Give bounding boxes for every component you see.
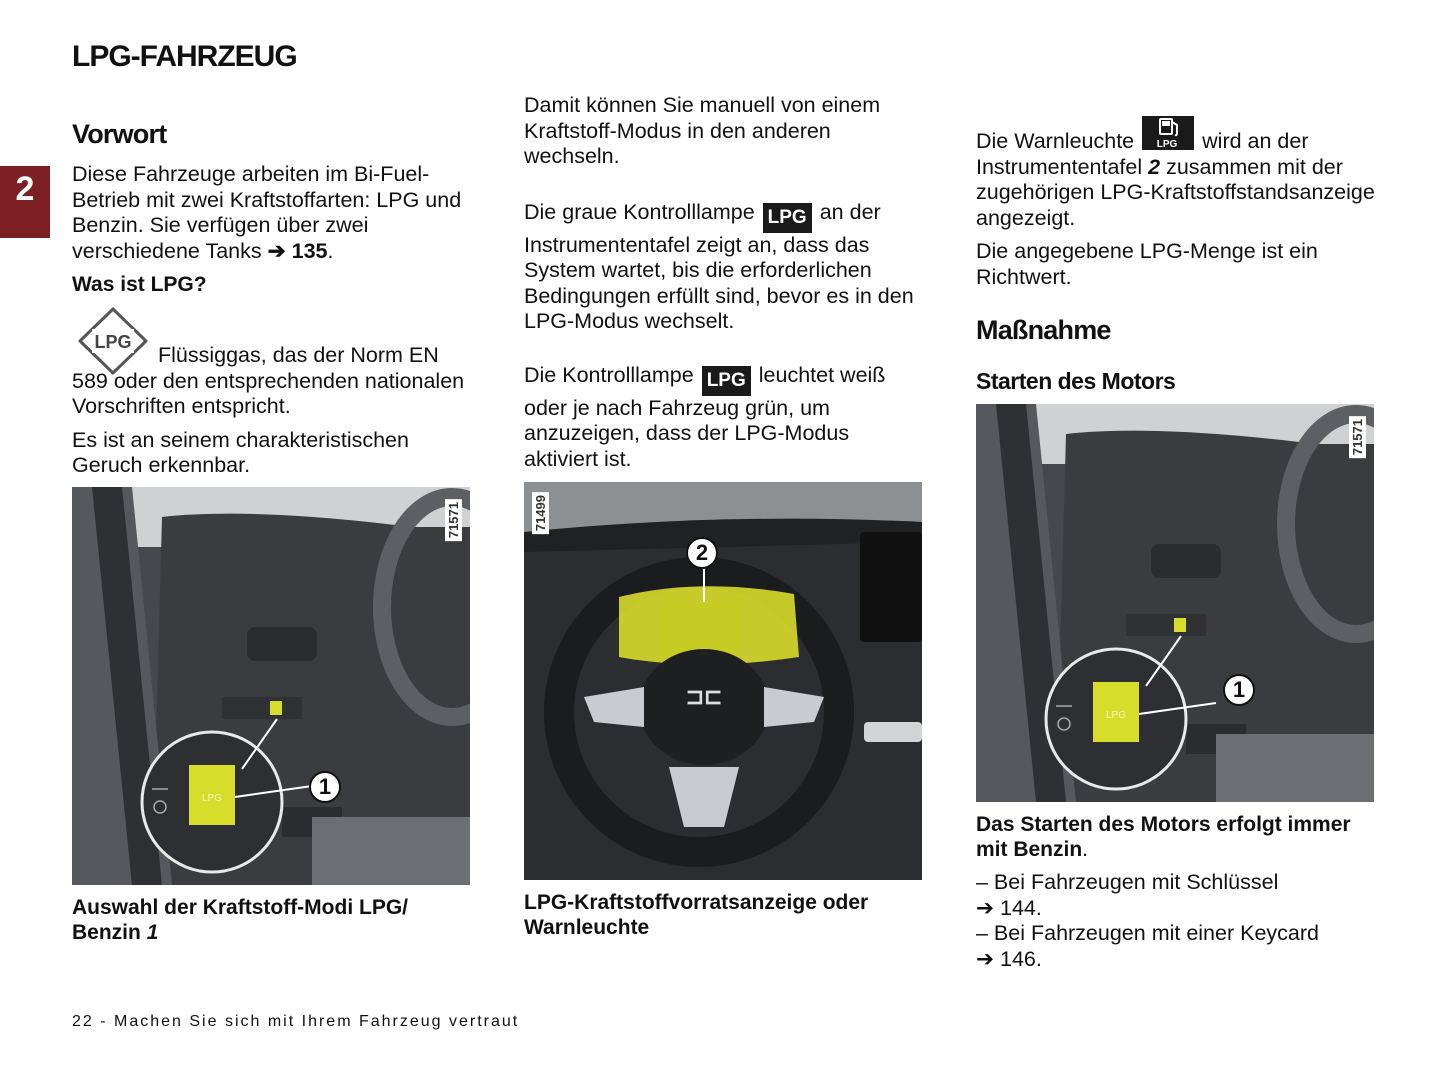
dashboard-illustration <box>72 487 470 885</box>
callout-1: 1 <box>309 771 341 803</box>
figure-caption: Auswahl der Kraftstoff-Modi LPG/ Benzin 1 <box>72 895 408 944</box>
svg-text:LPG: LPG <box>1105 710 1127 721</box>
svg-text:LPG: LPG <box>201 792 223 804</box>
figure-number: 71571 <box>1349 416 1366 458</box>
figure-fuel-mode-button-2 <box>976 404 1374 802</box>
steering-wheel-illustration <box>524 482 922 880</box>
figure-fuel-mode-button <box>72 487 470 885</box>
list-item: – Bei Fahrzeugen mit Schlüssel ➔ 144. <box>976 870 1376 921</box>
lpg-symbol-row <box>72 305 472 369</box>
callout-1: 1 <box>1223 674 1255 706</box>
column-1 <box>72 118 472 945</box>
intro-paragraph: Diese Fahrzeuge arbeiten im Bi-Fuel-Betrieb mit zwei Kraftstoffarten: LPG und Benzin. Sie verfügen über zwei verschiedene Tanks ➔ 135. <box>72 162 462 263</box>
chapter-tab: 2 <box>0 166 50 238</box>
svg-text:⊐⊏: ⊐⊏ <box>685 684 723 709</box>
start-method-list <box>976 870 1376 972</box>
list-item: – Bei Fahrzeugen mit einer Keycard ➔ 146. <box>976 921 1376 972</box>
svg-text:LPG: LPG <box>1156 139 1178 150</box>
engine-start-note: Das Starten des Motors erfolgt immer mit Benzin. <box>976 813 1351 861</box>
column-2 <box>524 93 924 940</box>
lpg-amount-note: Die angegebene LPG-Menge ist ein Richtwert. <box>976 239 1318 289</box>
lpg-fuel-pump-warning-icon <box>1142 116 1194 150</box>
page-reference-link[interactable]: ➔ 135 <box>267 238 328 263</box>
lpg-active-lamp-icon: LPG <box>702 366 751 396</box>
page-footer: 22 - Machen Sie sich mit Ihrem Fahrzeug vertraut <box>72 1013 520 1030</box>
grey-lamp-paragraph: Die graue Kontrolllampe LPG an der Instrumententafel zeigt an, dass das System wartet, bis die erforderlichen Bedingungen erfüllt sind, bevor es in den LPG-Modus wechselt. <box>524 199 914 333</box>
callout-2: 2 <box>686 537 718 569</box>
figure-caption: LPG-Kraftstoffvorratsanzeige oder Warnleuchte <box>524 891 869 939</box>
subheading-was-ist-lpg: Was ist LPG? <box>72 273 207 296</box>
lpg-definition: Flüssiggas, das der Norm EN 589 oder den entsprechenden nationalen Vorschriften entspricht. <box>72 343 465 418</box>
dashboard-illustration <box>976 404 1374 802</box>
active-lamp-paragraph: Die Kontrolllampe LPG leuchtet weiß oder je nach Fahrzeug grün, um anzuzeigen, dass der LPG-Modus aktiviert ist. <box>524 362 886 471</box>
section-heading-massnahme: Maßnahme <box>976 315 1111 345</box>
lpg-smell-note: Es ist an seinem charakteristischen Geruch erkennbar. <box>72 427 409 477</box>
warning-lamp-paragraph: Die Warnleuchte LPG wird an der Instrumententafel 2 zusammen mit der zugehörigen LPG-Kraftstoffstandsanzeige angezeigt. <box>976 116 1376 231</box>
page-reference-link[interactable]: ➔ 146. <box>976 946 1042 971</box>
section-heading-vorwort: Vorwort <box>72 119 167 149</box>
manual-switch-paragraph: Damit können Sie manuell von einem Kraftstoff-Modus in den anderen wechseln. <box>524 93 881 168</box>
figure-instrument-cluster <box>524 482 922 880</box>
svg-text:LPG: LPG <box>94 332 132 352</box>
lpg-diamond-icon <box>74 305 152 377</box>
figure-number: 71571 <box>445 499 462 541</box>
lpg-grey-lamp-icon: LPG <box>763 203 812 233</box>
page-title: LPG-FAHRZEUG <box>72 40 297 73</box>
page-reference-link[interactable]: ➔ 144. <box>976 895 1042 920</box>
subheading-starten-des-motors: Starten des Motors <box>976 368 1176 394</box>
column-3 <box>976 100 1376 972</box>
figure-number: 71499 <box>532 492 549 534</box>
